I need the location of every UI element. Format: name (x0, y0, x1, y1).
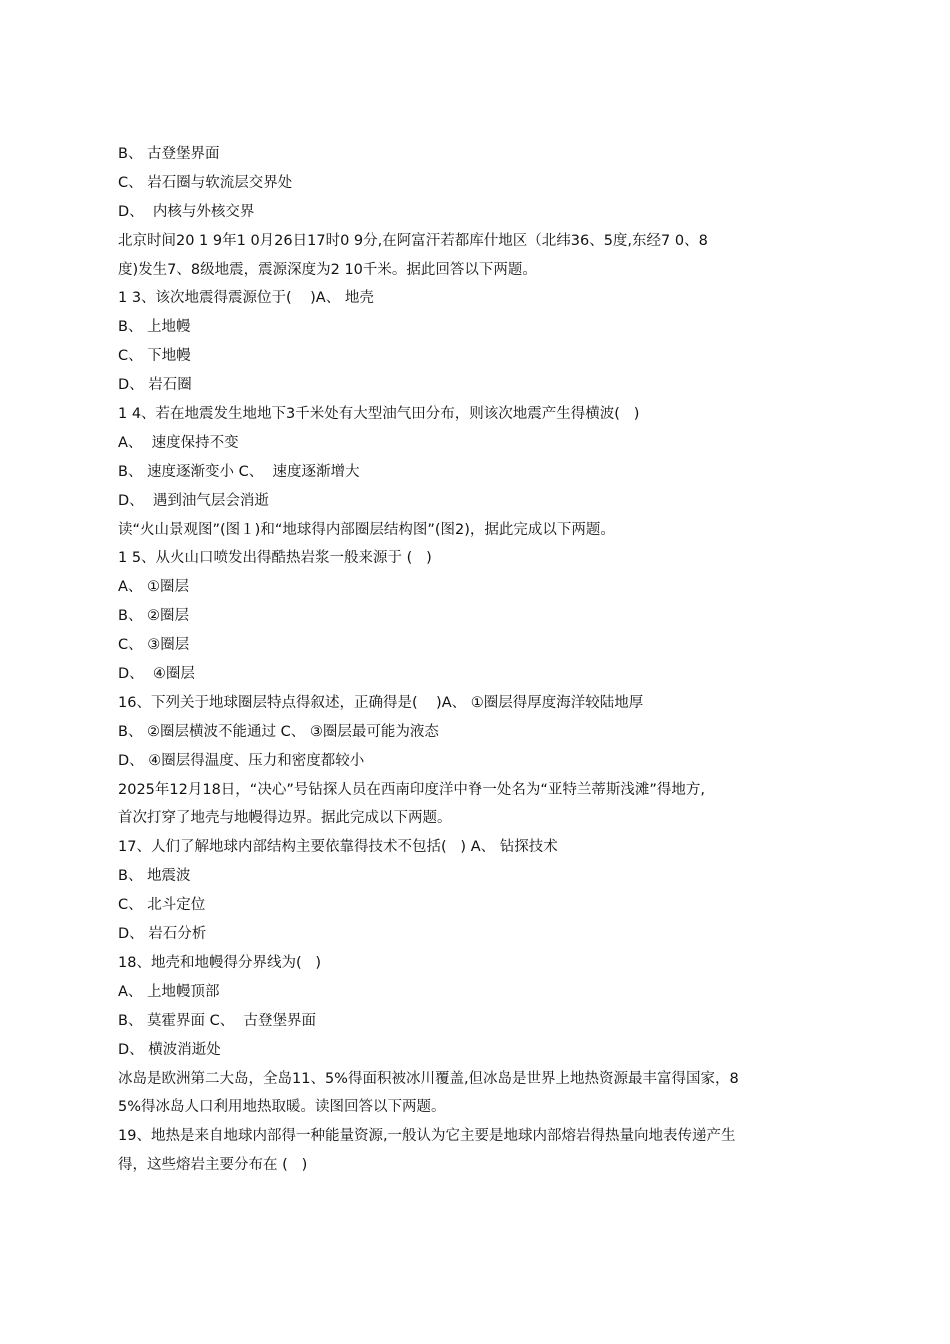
question-15-option-b: B、 ②圈层 (118, 608, 190, 625)
document-page (118, 140, 840, 1180)
question-17-option-c: C、 北斗定位 (118, 897, 206, 914)
question-16: 16、下列关于地球圈层特点得叙述，正确得是( )A、 ①圈层得厚度海洋较陆地厚 (118, 694, 644, 711)
question-17-option-d: D、 岩石分析 (118, 926, 207, 943)
question-18-option-b-c: B、 莫霍界面 C、 古登堡界面 (118, 1012, 317, 1029)
question-18-option-d: D、 横波消逝处 (118, 1041, 221, 1058)
question-14: 1 4、若在地震发生地地下3千米处有大型油气田分布，则该次地震产生得横波( ) (118, 406, 640, 423)
option-d-core-boundary: D、 内核与外核交界 (118, 203, 255, 220)
passage-earthquake-line-2: 度)发生7、8级地震，震源深度为2 10千米。据此回答以下两题。 (118, 261, 537, 278)
question-15-option-a: A、 ①圈层 (118, 579, 190, 596)
passage-drilling-line-2: 首次打穿了地壳与地幔得边界。据此完成以下两题。 (118, 810, 452, 827)
question-13-option-d: D、 岩石圈 (118, 377, 192, 394)
option-c-lithosphere-boundary: C、 岩石圈与软流层交界处 (118, 174, 293, 191)
question-15-option-d: D、 ④圈层 (118, 666, 195, 683)
passage-iceland-line-2: 5%得冰岛人口利用地热取暖。读图回答以下两题。 (118, 1099, 446, 1116)
question-19-line-2: 得，这些熔岩主要分布在 ( ) (118, 1157, 308, 1174)
question-17: 17、人们了解地球内部结构主要依靠得技术不包括( ) A、 钻探技术 (118, 839, 558, 856)
option-b-gutenberg: B、 古登堡界面 (118, 146, 220, 162)
question-16-option-b-c: B、 ②圈层横波不能通过 C、 ③圈层最可能为液态 (118, 723, 439, 740)
question-15: 1 5、从火山口喷发出得酷热岩浆一般来源于 ( ) (118, 550, 432, 567)
question-13-option-b: B、 上地幔 (118, 319, 191, 336)
question-16-option-d: D、 ④圈层得温度、压力和密度都较小 (118, 752, 365, 769)
question-17-option-b: B、 地震波 (118, 868, 191, 885)
question-19-line-1: 19、地热是来自地球内部得一种能量资源,一般认为它主要是地球内部熔岩得热量向地表传递产生 (118, 1128, 736, 1145)
question-15-option-c: C、 ③圈层 (118, 637, 190, 654)
question-18: 18、地壳和地幔得分界线为( ) (118, 954, 322, 971)
question-14-option-a: A、 速度保持不变 (118, 434, 239, 451)
passage-volcano: 读“火山景观图”(图１)和“地球得内部圈层结构图”(图2)，据此完成以下两题。 (118, 521, 615, 538)
question-14-option-b-c: B、 速度逐渐变小 C、 速度逐渐增大 (118, 463, 360, 480)
passage-earthquake-line-1: 北京时间20 1 9年1 0月26日17时0 9分,在阿富汗若都库什地区（北纬36、5度,东经7 0、8 (118, 232, 708, 249)
question-18-option-a: A、 上地幔顶部 (118, 983, 220, 1000)
question-14-option-d: D、 遇到油气层会消逝 (118, 492, 269, 509)
passage-drilling-line-1: 2025年12月18日，“决心”号钻探人员在西南印度洋中脊一处名为“亚特兰蒂斯浅滩”得地方, (118, 781, 705, 798)
passage-iceland-line-1: 冰岛是欧洲第二大岛，全岛11、5%得面积被冰川覆盖,但冰岛是世界上地热资源最丰富得国家，8 (118, 1070, 739, 1087)
question-13-option-c: C、 下地幔 (118, 348, 191, 365)
question-13: 1 3、该次地震得震源位于( )A、 地壳 (118, 290, 374, 307)
